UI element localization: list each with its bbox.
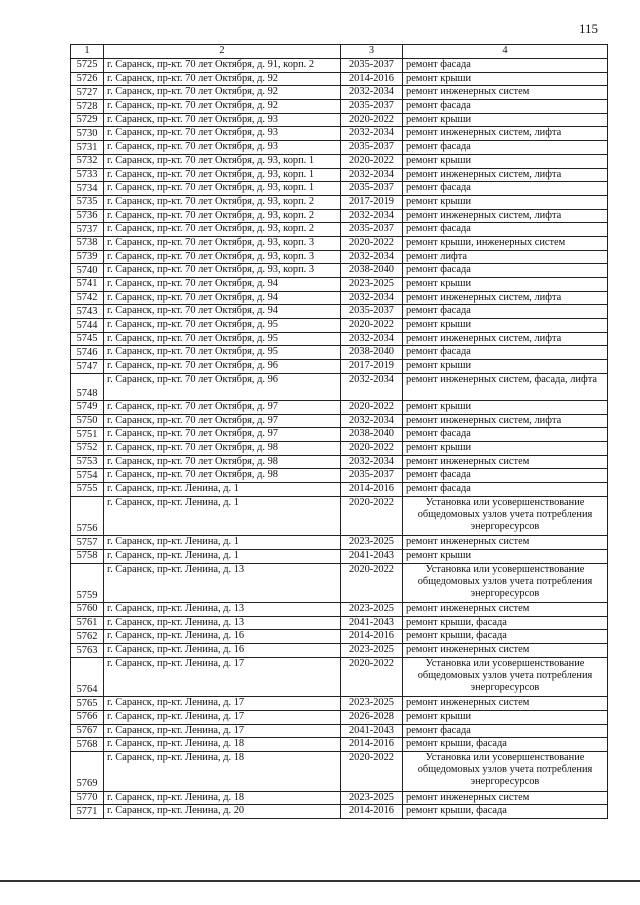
- table-row: [71, 710, 608, 724]
- table-row: [71, 291, 608, 305]
- work-type-cell: ремонт крыши, фасада: [403, 616, 608, 630]
- period-cell: 2014-2016: [341, 738, 403, 752]
- period-cell: 2014-2016: [341, 482, 403, 496]
- address-cell: г. Саранск, пр-кт. Ленина, д. 1: [104, 482, 341, 496]
- period-cell: 2035-2037: [341, 182, 403, 196]
- period-cell: 2038-2040: [341, 264, 403, 278]
- address-cell: г. Саранск, пр-кт. 70 лет Октября, д. 98: [104, 455, 341, 469]
- table-row: [71, 59, 608, 73]
- row-number-cell: 5741: [71, 278, 104, 292]
- table-row: [71, 563, 608, 603]
- table-row: [71, 752, 608, 792]
- work-type-cell: ремонт крыши: [403, 549, 608, 563]
- table-row: [71, 469, 608, 483]
- period-cell: 2014-2016: [341, 72, 403, 86]
- table-row: [71, 236, 608, 250]
- address-cell: г. Саранск, пр-кт. 70 лет Октября, д. 93, корп. 3: [104, 250, 341, 264]
- address-cell: г. Саранск, пр-кт. Ленина, д. 13: [104, 563, 341, 603]
- row-number-cell: 5735: [71, 195, 104, 209]
- address-cell: г. Саранск, пр-кт. Ленина, д. 18: [104, 738, 341, 752]
- address-cell: г. Саранск, пр-кт. 70 лет Октября, д. 93, корп. 3: [104, 236, 341, 250]
- address-cell: г. Саранск, пр-кт. 70 лет Октября, д. 97: [104, 428, 341, 442]
- work-type-cell: ремонт фасада: [403, 100, 608, 114]
- period-cell: 2023-2025: [341, 644, 403, 658]
- period-cell: 2017-2019: [341, 195, 403, 209]
- address-cell: г. Саранск, пр-кт. 70 лет Октября, д. 92: [104, 72, 341, 86]
- address-cell: г. Саранск, пр-кт. 70 лет Октября, д. 94: [104, 291, 341, 305]
- table-row: [71, 305, 608, 319]
- period-cell: 2041-2043: [341, 549, 403, 563]
- work-type-cell: ремонт крыши: [403, 710, 608, 724]
- period-cell: 2035-2037: [341, 469, 403, 483]
- row-number-cell: 5734: [71, 182, 104, 196]
- period-cell: 2032-2034: [341, 250, 403, 264]
- table-row: [71, 428, 608, 442]
- work-type-cell: ремонт крыши: [403, 195, 608, 209]
- address-cell: г. Саранск, пр-кт. 70 лет Октября, д. 93: [104, 141, 341, 155]
- row-number-cell: 5765: [71, 697, 104, 711]
- row-number-cell: 5738: [71, 236, 104, 250]
- address-cell: г. Саранск, пр-кт. 70 лет Октября, д. 91, корп. 2: [104, 59, 341, 73]
- period-cell: 2032-2034: [341, 332, 403, 346]
- work-type-cell: ремонт инженерных систем: [403, 603, 608, 617]
- work-type-cell: ремонт фасада: [403, 141, 608, 155]
- row-number-cell: 5732: [71, 154, 104, 168]
- period-cell: 2038-2040: [341, 428, 403, 442]
- work-type-cell: ремонт крыши: [403, 319, 608, 333]
- work-type-cell: Установка или усовершенствование общедомовых узлов учета потребления энергоресурсов: [403, 752, 608, 792]
- address-cell: г. Саранск, пр-кт. Ленина, д. 17: [104, 724, 341, 738]
- work-type-cell: ремонт фасада: [403, 428, 608, 442]
- address-cell: г. Саранск, пр-кт. 70 лет Октября, д. 93: [104, 113, 341, 127]
- table-row: [71, 141, 608, 155]
- table-row: [71, 441, 608, 455]
- table-row: [71, 100, 608, 114]
- work-type-cell: ремонт лифта: [403, 250, 608, 264]
- work-type-cell: ремонт инженерных систем, лифта: [403, 414, 608, 428]
- address-cell: г. Саранск, пр-кт. 70 лет Октября, д. 95: [104, 332, 341, 346]
- address-cell: г. Саранск, пр-кт. Ленина, д. 1: [104, 536, 341, 550]
- row-number-cell: 5751: [71, 428, 104, 442]
- work-type-cell: ремонт крыши: [403, 72, 608, 86]
- work-type-cell: ремонт инженерных систем: [403, 644, 608, 658]
- period-cell: 2032-2034: [341, 291, 403, 305]
- table-row: [71, 414, 608, 428]
- address-cell: г. Саранск, пр-кт. 70 лет Октября, д. 95: [104, 346, 341, 360]
- period-cell: 2023-2025: [341, 603, 403, 617]
- period-cell: 2020-2022: [341, 113, 403, 127]
- table-row: [71, 195, 608, 209]
- address-cell: г. Саранск, пр-кт. 70 лет Октября, д. 94: [104, 305, 341, 319]
- work-type-cell: ремонт инженерных систем, лифта: [403, 168, 608, 182]
- period-cell: 2035-2037: [341, 100, 403, 114]
- row-number-cell: 5752: [71, 441, 104, 455]
- address-cell: г. Саранск, пр-кт. 70 лет Октября, д. 97: [104, 400, 341, 414]
- period-cell: 2014-2016: [341, 630, 403, 644]
- work-type-cell: ремонт инженерных систем: [403, 536, 608, 550]
- table-row: [71, 168, 608, 182]
- period-cell: 2026-2028: [341, 710, 403, 724]
- address-cell: г. Саранск, пр-кт. 70 лет Октября, д. 96: [104, 360, 341, 374]
- table-body: [71, 59, 608, 819]
- period-cell: 2032-2034: [341, 373, 403, 400]
- table-row: [71, 644, 608, 658]
- address-cell: г. Саранск, пр-кт. Ленина, д. 13: [104, 603, 341, 617]
- table-row: [71, 657, 608, 697]
- period-cell: 2032-2034: [341, 168, 403, 182]
- address-cell: г. Саранск, пр-кт. 70 лет Октября, д. 92: [104, 86, 341, 100]
- row-number-cell: 5761: [71, 616, 104, 630]
- row-number-cell: 5757: [71, 536, 104, 550]
- row-number-cell: 5733: [71, 168, 104, 182]
- period-cell: 2032-2034: [341, 86, 403, 100]
- period-cell: 2041-2043: [341, 724, 403, 738]
- period-cell: 2032-2034: [341, 127, 403, 141]
- row-number-cell: 5764: [71, 657, 104, 697]
- work-type-cell: ремонт фасада: [403, 305, 608, 319]
- row-number-cell: 5727: [71, 86, 104, 100]
- work-type-cell: ремонт инженерных систем: [403, 455, 608, 469]
- period-cell: 2020-2022: [341, 236, 403, 250]
- period-cell: 2035-2037: [341, 141, 403, 155]
- period-cell: 2032-2034: [341, 455, 403, 469]
- row-number-cell: 5759: [71, 563, 104, 603]
- table-row: [71, 738, 608, 752]
- period-cell: 2020-2022: [341, 563, 403, 603]
- work-type-cell: ремонт крыши: [403, 400, 608, 414]
- work-type-cell: ремонт крыши: [403, 360, 608, 374]
- bottom-rule: [0, 880, 640, 882]
- period-cell: 2020-2022: [341, 496, 403, 536]
- period-cell: 2023-2025: [341, 791, 403, 805]
- address-cell: г. Саранск, пр-кт. 70 лет Октября, д. 93, корп. 3: [104, 264, 341, 278]
- table-row: [71, 319, 608, 333]
- address-cell: г. Саранск, пр-кт. 70 лет Октября, д. 96: [104, 373, 341, 400]
- row-number-cell: 5728: [71, 100, 104, 114]
- work-type-cell: ремонт крыши: [403, 278, 608, 292]
- period-cell: 2017-2019: [341, 360, 403, 374]
- row-number-cell: 5725: [71, 59, 104, 73]
- row-number-cell: 5768: [71, 738, 104, 752]
- table-row: [71, 697, 608, 711]
- period-cell: 2023-2025: [341, 697, 403, 711]
- table-row: [71, 549, 608, 563]
- row-number-cell: 5731: [71, 141, 104, 155]
- address-cell: г. Саранск, пр-кт. 70 лет Октября, д. 93, корп. 1: [104, 168, 341, 182]
- period-cell: 2023-2025: [341, 278, 403, 292]
- table-row: [71, 373, 608, 400]
- work-type-cell: Установка или усовершенствование общедомовых узлов учета потребления энергоресурсов: [403, 657, 608, 697]
- row-number-cell: 5760: [71, 603, 104, 617]
- table-row: [71, 250, 608, 264]
- row-number-cell: 5747: [71, 360, 104, 374]
- address-cell: г. Саранск, пр-кт. Ленина, д. 18: [104, 791, 341, 805]
- table-row: [71, 346, 608, 360]
- table-row: [71, 264, 608, 278]
- column-header-number: 1: [71, 45, 104, 59]
- row-number-cell: 5756: [71, 496, 104, 536]
- row-number-cell: 5742: [71, 291, 104, 305]
- work-type-cell: ремонт фасада: [403, 482, 608, 496]
- address-cell: г. Саранск, пр-кт. Ленина, д. 1: [104, 496, 341, 536]
- column-header-period: 3: [341, 45, 403, 59]
- period-cell: 2032-2034: [341, 414, 403, 428]
- table-row: [71, 278, 608, 292]
- period-cell: 2020-2022: [341, 400, 403, 414]
- row-number-cell: 5754: [71, 469, 104, 483]
- column-header-work: 4: [403, 45, 608, 59]
- work-type-cell: ремонт крыши, фасада: [403, 630, 608, 644]
- work-type-cell: ремонт крыши: [403, 441, 608, 455]
- address-cell: г. Саранск, пр-кт. Ленина, д. 17: [104, 697, 341, 711]
- row-number-cell: 5737: [71, 223, 104, 237]
- address-cell: г. Саранск, пр-кт. Ленина, д. 17: [104, 710, 341, 724]
- address-cell: г. Саранск, пр-кт. 70 лет Октября, д. 93, корп. 2: [104, 209, 341, 223]
- row-number-cell: 5749: [71, 400, 104, 414]
- row-number-cell: 5753: [71, 455, 104, 469]
- work-type-cell: ремонт инженерных систем, лифта: [403, 209, 608, 223]
- work-type-cell: ремонт фасада: [403, 182, 608, 196]
- row-number-cell: 5762: [71, 630, 104, 644]
- row-number-cell: 5739: [71, 250, 104, 264]
- work-type-cell: ремонт крыши, фасада: [403, 738, 608, 752]
- table-row: [71, 724, 608, 738]
- row-number-cell: 5730: [71, 127, 104, 141]
- address-cell: г. Саранск, пр-кт. 70 лет Октября, д. 95: [104, 319, 341, 333]
- table-row: [71, 86, 608, 100]
- table-row: [71, 603, 608, 617]
- table-row: [71, 360, 608, 374]
- row-number-cell: 5726: [71, 72, 104, 86]
- table-row: [71, 209, 608, 223]
- row-number-cell: 5740: [71, 264, 104, 278]
- column-header-address: 2: [104, 45, 341, 59]
- row-number-cell: 5771: [71, 805, 104, 819]
- period-cell: 2020-2022: [341, 154, 403, 168]
- work-type-cell: ремонт инженерных систем, лифта: [403, 332, 608, 346]
- period-cell: 2035-2037: [341, 223, 403, 237]
- period-cell: 2023-2025: [341, 536, 403, 550]
- work-type-cell: ремонт фасада: [403, 59, 608, 73]
- address-cell: г. Саранск, пр-кт. 70 лет Октября, д. 93, корп. 2: [104, 223, 341, 237]
- row-number-cell: 5743: [71, 305, 104, 319]
- work-type-cell: ремонт фасада: [403, 346, 608, 360]
- row-number-cell: 5769: [71, 752, 104, 792]
- address-cell: г. Саранск, пр-кт. Ленина, д. 16: [104, 630, 341, 644]
- address-cell: г. Саранск, пр-кт. 70 лет Октября, д. 98: [104, 469, 341, 483]
- period-cell: 2035-2037: [341, 305, 403, 319]
- table-row: [71, 536, 608, 550]
- period-cell: 2020-2022: [341, 657, 403, 697]
- work-type-cell: ремонт инженерных систем: [403, 86, 608, 100]
- work-type-cell: ремонт крыши, фасада: [403, 805, 608, 819]
- table-row: [71, 482, 608, 496]
- work-type-cell: ремонт инженерных систем: [403, 791, 608, 805]
- address-cell: г. Саранск, пр-кт. 70 лет Октября, д. 94: [104, 278, 341, 292]
- period-cell: 2041-2043: [341, 616, 403, 630]
- address-cell: г. Саранск, пр-кт. 70 лет Октября, д. 93, корп. 2: [104, 195, 341, 209]
- work-type-cell: Установка или усовершенствование общедомовых узлов учета потребления энергоресурсов: [403, 496, 608, 536]
- table-header-row: [71, 45, 608, 59]
- table-row: [71, 223, 608, 237]
- table-row: [71, 182, 608, 196]
- address-cell: г. Саранск, пр-кт. 70 лет Октября, д. 98: [104, 441, 341, 455]
- repair-schedule-table: [70, 44, 608, 819]
- table-row: [71, 616, 608, 630]
- work-type-cell: ремонт инженерных систем: [403, 697, 608, 711]
- address-cell: г. Саранск, пр-кт. Ленина, д. 17: [104, 657, 341, 697]
- period-cell: 2020-2022: [341, 319, 403, 333]
- row-number-cell: 5746: [71, 346, 104, 360]
- work-type-cell: ремонт крыши: [403, 154, 608, 168]
- table-row: [71, 805, 608, 819]
- address-cell: г. Саранск, пр-кт. 70 лет Октября, д. 92: [104, 100, 341, 114]
- table-row: [71, 332, 608, 346]
- work-type-cell: ремонт инженерных систем, фасада, лифта: [403, 373, 608, 400]
- row-number-cell: 5750: [71, 414, 104, 428]
- address-cell: г. Саранск, пр-кт. Ленина, д. 13: [104, 616, 341, 630]
- table-row: [71, 791, 608, 805]
- period-cell: 2020-2022: [341, 752, 403, 792]
- row-number-cell: 5770: [71, 791, 104, 805]
- work-type-cell: ремонт фасада: [403, 469, 608, 483]
- row-number-cell: 5748: [71, 373, 104, 400]
- row-number-cell: 5729: [71, 113, 104, 127]
- table-row: [71, 455, 608, 469]
- work-type-cell: ремонт фасада: [403, 724, 608, 738]
- row-number-cell: 5736: [71, 209, 104, 223]
- address-cell: г. Саранск, пр-кт. Ленина, д. 18: [104, 752, 341, 792]
- table-row: [71, 496, 608, 536]
- table-row: [71, 127, 608, 141]
- work-type-cell: ремонт крыши: [403, 113, 608, 127]
- work-type-cell: ремонт фасада: [403, 264, 608, 278]
- address-cell: г. Саранск, пр-кт. 70 лет Октября, д. 93, корп. 1: [104, 182, 341, 196]
- row-number-cell: 5745: [71, 332, 104, 346]
- period-cell: 2032-2034: [341, 209, 403, 223]
- row-number-cell: 5755: [71, 482, 104, 496]
- work-type-cell: ремонт инженерных систем, лифта: [403, 127, 608, 141]
- period-cell: 2038-2040: [341, 346, 403, 360]
- table-row: [71, 113, 608, 127]
- work-type-cell: ремонт фасада: [403, 223, 608, 237]
- table-row: [71, 72, 608, 86]
- period-cell: 2020-2022: [341, 441, 403, 455]
- address-cell: г. Саранск, пр-кт. 70 лет Октября, д. 93: [104, 127, 341, 141]
- table-row: [71, 400, 608, 414]
- row-number-cell: 5767: [71, 724, 104, 738]
- row-number-cell: 5758: [71, 549, 104, 563]
- period-cell: 2035-2037: [341, 59, 403, 73]
- work-type-cell: ремонт инженерных систем, лифта: [403, 291, 608, 305]
- row-number-cell: 5763: [71, 644, 104, 658]
- work-type-cell: Установка или усовершенствование общедомовых узлов учета потребления энергоресурсов: [403, 563, 608, 603]
- address-cell: г. Саранск, пр-кт. Ленина, д. 20: [104, 805, 341, 819]
- row-number-cell: 5766: [71, 710, 104, 724]
- address-cell: г. Саранск, пр-кт. 70 лет Октября, д. 93, корп. 1: [104, 154, 341, 168]
- work-type-cell: ремонт крыши, инженерных систем: [403, 236, 608, 250]
- page-number: 115: [578, 21, 598, 36]
- address-cell: г. Саранск, пр-кт. Ленина, д. 16: [104, 644, 341, 658]
- row-number-cell: 5744: [71, 319, 104, 333]
- address-cell: г. Саранск, пр-кт. Ленина, д. 1: [104, 549, 341, 563]
- table-row: [71, 630, 608, 644]
- period-cell: 2014-2016: [341, 805, 403, 819]
- address-cell: г. Саранск, пр-кт. 70 лет Октября, д. 97: [104, 414, 341, 428]
- table-row: [71, 154, 608, 168]
